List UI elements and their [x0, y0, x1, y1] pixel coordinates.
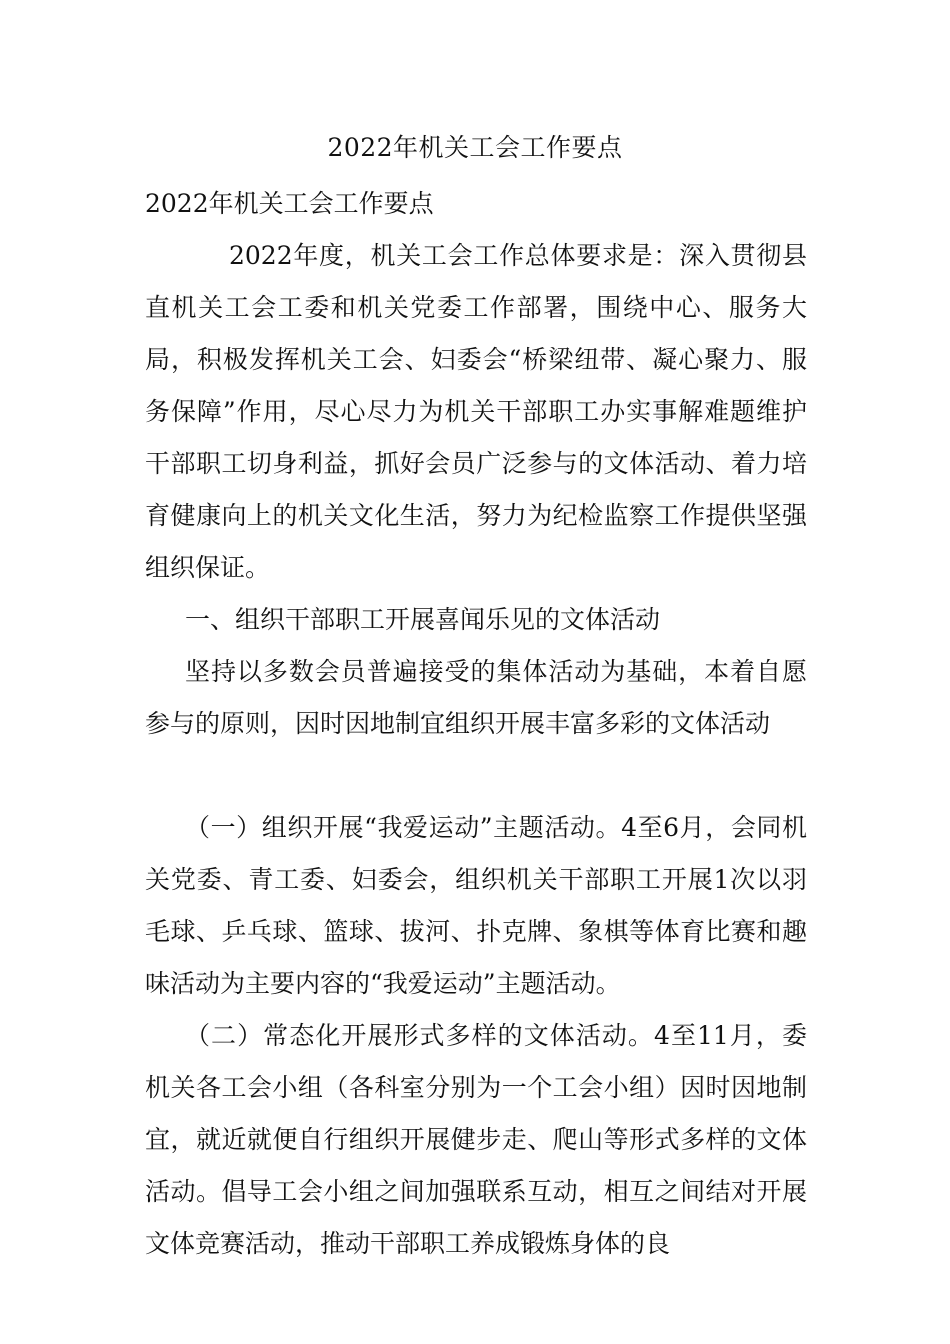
- paragraph-general-requirements: 2022年度，机关工会工作总体要求是：深入贯彻县直机关工会工委和机关党委工作部署，围绕中心、服务大局，积极发挥机关工会、妇委会“桥梁纽带、凝心聚力、服务保障”作用，尽心尽力为机关干部职工办实事解难题维护干部职工切身利益，抓好会员广泛参与的文体活动、着力培育健康向上的机关文化生活，努力为纪检监察工作提供坚强组织保证。: [145, 241, 807, 582]
- document-subtitle: 2022年机关工会工作要点: [145, 189, 434, 218]
- document-title: 2022年机关工会工作要点: [327, 133, 623, 162]
- document-body: [145, 178, 807, 1270]
- paragraph-item-2: （二）常态化开展形式多样的文体活动。4至11月，委机关各工会小组（各科室分别为一个工会小组）因时因地制宜，就近就便自行组织开展健步走、爬山等形式多样的文体活动。倡导工会小组之间加强联系互动，相互之间结对开展文体竞赛活动，推动干部职工养成锻炼身体的良: [145, 1021, 807, 1258]
- paragraph-item-1: （一）组织开展“我爱运动”主题活动。4至6月，会同机关党委、青工委、妇委会，组织机关干部职工开展1次以羽毛球、乒乓球、篮球、拔河、扑克牌、象棋等体育比赛和趣味活动为主要内容的“我爱运动”主题活动。: [145, 813, 807, 998]
- section-heading-1: 一、组织干部职工开展喜闻乐见的文体活动: [185, 605, 661, 634]
- paragraph-section-1-intro: 坚持以多数会员普遍接受的集体活动为基础，本着自愿参与的原则，因时因地制宜组织开展丰富多彩的文体活动: [145, 657, 807, 738]
